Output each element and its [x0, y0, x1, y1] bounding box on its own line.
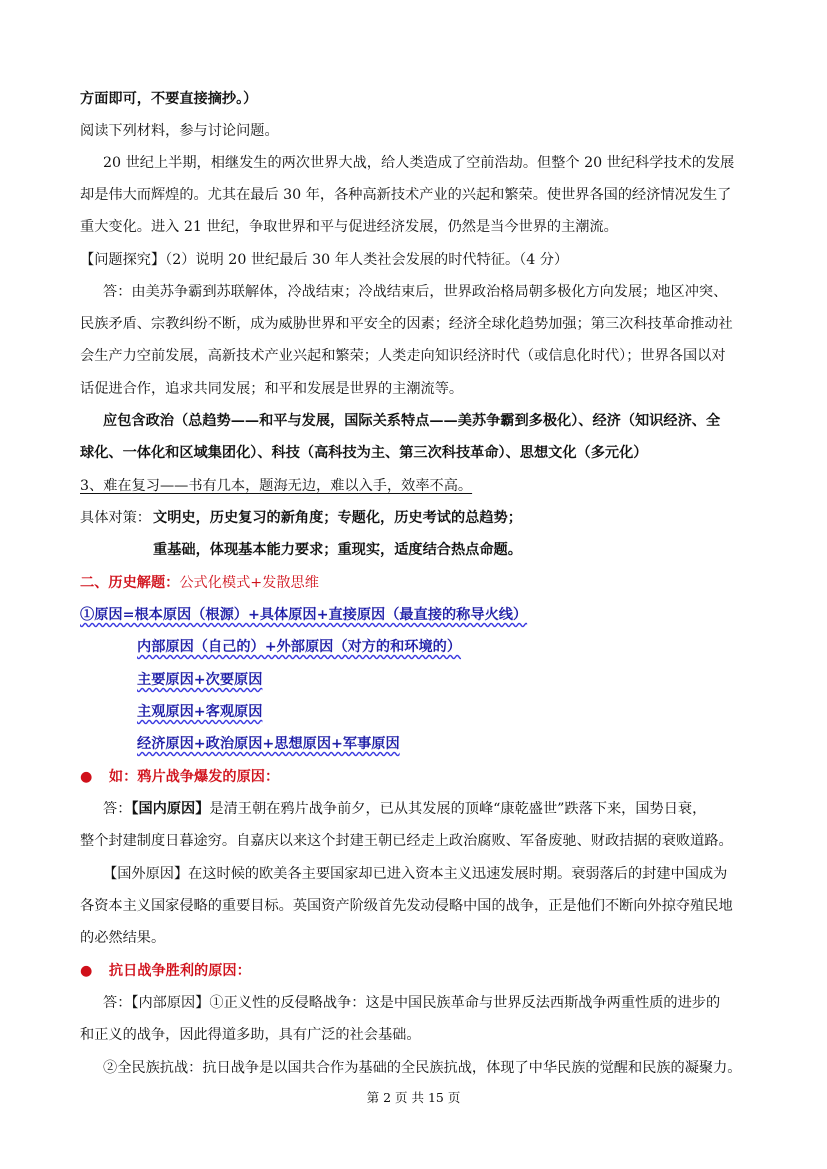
- answer-line: 的必然结果。: [80, 930, 166, 946]
- formula-line: 主要原因+次要原因: [137, 672, 263, 688]
- summary-line: 应包含政治（总趋势——和平与发展，国际关系特点——美苏争霸到多极化）、经济（知识经济、全: [103, 413, 721, 429]
- text-line: 却是伟大而辉煌的。尤其在最后 30 年，各种高新技术产业的兴起和繁荣。使世界各国的经济情况发生了: [80, 187, 732, 203]
- example-heading: [80, 767, 279, 787]
- text-line: 阅读下列材料，参与讨论问题。: [80, 123, 279, 139]
- answer-label: 答：: [103, 801, 132, 817]
- bullet-icon: ●: [80, 963, 93, 979]
- formula-line: ①原因=根本原因（根源）+具体原因+直接原因（最直接的称导火线）: [80, 607, 528, 623]
- bullet-icon: ●: [80, 769, 93, 785]
- formula-line: 主观原因+客观原因: [137, 704, 263, 720]
- answer-line: ②全民族抗战：抗日战争是以国共合作为基础的全民族抗战，体现了中华民族的觉醒和民族的凝聚力。: [103, 1060, 742, 1076]
- summary-line: 球化、一体化和区域集团化）、科技（高科技为主、第三次科技革命）、思想文化（多元化）: [80, 445, 648, 461]
- difficulty-line: 3、难在复习——书有几本，题海无边，难以入手，效率不高。: [80, 478, 473, 494]
- answer-line: 答：【内部原因】①正义性的反侵略战争：这是中国民族革命与世界反法西斯战争两重性质的进步的: [103, 995, 721, 1011]
- formula-line: 内部原因（自己的）+外部原因（对方的和环境的）: [137, 639, 462, 655]
- text-line: 重大变化。进入 21 世纪，争取世界和平与促进经济发展，仍然是当今世界的主潮流。: [80, 219, 618, 235]
- example-title: 抗日战争胜利的原因：: [108, 963, 251, 979]
- example-heading: [80, 961, 251, 981]
- answer-line: 民族矛盾、宗教纠纷不断，成为威胁世界和平安全的因素；经济全球化趋势加强；第三次科技革命推动社: [80, 316, 733, 332]
- question-line: 【问题探究】（2）说明 20 世纪最后 30 年人类社会发展的时代特征。（4 分）: [80, 252, 569, 268]
- formula-line: 经济原因+政治原因+思想原因+军事原因: [137, 736, 400, 752]
- answer-line: 答：由美苏争霸到苏联解体，冷战结束；冷战结束后，世界政治格局朝多极化方向发展；地区冲突、: [103, 284, 728, 300]
- section-heading: [80, 573, 319, 593]
- strategy-label: 具体对策：: [80, 510, 151, 526]
- domestic-cause-label: 【国内原因】: [131, 801, 210, 817]
- answer-line: 各资本主义国家侵略的重要目标。英国资产阶级首先发动侵略中国的战争，正是他们不断向外掠夺殖民地: [80, 898, 733, 914]
- section-title: 二、历史解题：: [80, 575, 180, 591]
- strategy-line: 文明史，历史复习的新角度；专题化，历史考试的总趋势；: [153, 510, 522, 526]
- answer-line: 【国外原因】在这时候的欧美各主要国家却已进入资本主义迅速发展时期。衰弱落后的封建中国成为: [103, 866, 728, 882]
- answer-line: 会生产力空前发展，高新技术产业兴起和繁荣；人类走向知识经济时代（或信息化时代）；世界各国以对: [80, 348, 726, 364]
- page-number-footer: 第 2 页 共 15 页: [366, 1090, 461, 1105]
- answer-line: 话促进合作，追求共同发展；和平和发展是世界的主潮流等。: [80, 381, 464, 397]
- strategy-line: 重基础，体现基本能力要求；重现实，适度结合热点命题。: [153, 542, 522, 558]
- answer-line: 和正义的战争，因此得道多助，具有广泛的社会基础。: [80, 1027, 421, 1043]
- answer-line: [103, 799, 706, 819]
- section-subtitle: 公式化模式+发散思维: [179, 575, 319, 591]
- answer-text: 是清王朝在鸦片战争前夕，已从其发展的顶峰“康乾盛世”跌落下来，国势日衰，: [209, 801, 707, 817]
- text-line: 方面即可，不要直接摘抄。）: [80, 91, 258, 107]
- text-line: 20 世纪上半期，相继发生的两次世界大战，给人类造成了空前浩劫。但整个 20 世纪科学技术的发展: [103, 155, 735, 171]
- answer-line: 整个封建制度日暮途穷。自嘉庆以来这个封建王朝已经走上政治腐败、军备废驰、财政拮据的衰败道路。: [80, 833, 733, 849]
- example-title: 如：鸦片战争爆发的原因：: [108, 769, 280, 785]
